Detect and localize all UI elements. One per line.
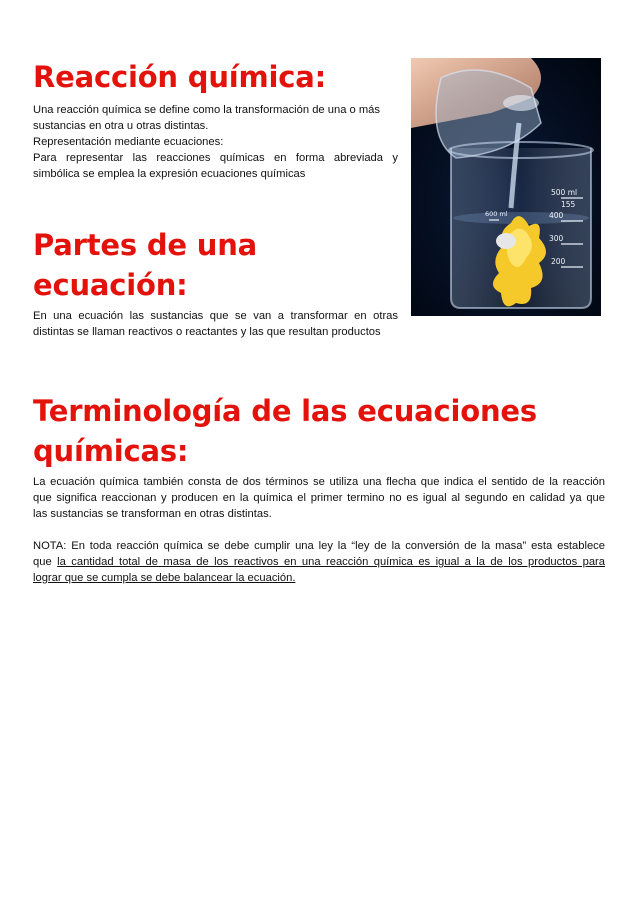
heading-terminologia-line2: químicas: [33, 434, 189, 468]
note-line [33, 570, 605, 586]
beaker-mark-500: 500 ml [551, 188, 578, 197]
note-underlined-text: lograr que se cumpla se debe balancear la ecuación. [33, 572, 296, 584]
section1-body [33, 102, 398, 182]
note-text: que [33, 556, 58, 568]
heading-partes-ecuacion-line1: Partes de una [33, 228, 258, 262]
text-line: La ecuación química también consta de dos términos se utiliza una flecha que indica el sentido de la reacción [33, 476, 605, 488]
text-line: sustancias en otra u otras distintas. [33, 120, 209, 132]
beaker-mark-300: 300 [549, 234, 564, 243]
section3-body [33, 474, 605, 586]
heading-partes-ecuacion-line2: ecuación: [33, 268, 188, 302]
blank-line [33, 522, 605, 538]
text-line: simbólica se emplea la expresión ecuaciones químicas [33, 168, 306, 180]
beaker-small-label: 600 ml [485, 210, 508, 218]
beaker-side-label: 155 [561, 200, 576, 209]
heading-reaccion-quimica: Reacción química: [33, 60, 327, 94]
beaker-mark-200: 200 [551, 257, 566, 266]
text-line: Representación mediante ecuaciones: [33, 136, 224, 148]
text-line: que significa reaccionan y producen en la química el primer termino no es igual al segundo en calidad ya que [33, 492, 605, 504]
beaker-mark-400: 400 [549, 211, 564, 220]
note-line: NOTA: En toda reacción química se debe cumplir una ley la “ley de la conversión de la masa” esta establece [33, 540, 605, 552]
text-line: En una ecuación las sustancias que se van a transformar en otras [33, 310, 398, 322]
text-line: Una reacción química se define como la transformación de una o más [33, 104, 380, 116]
heading-terminologia-line1: Terminología de las ecuaciones [33, 394, 537, 428]
text-line: las sustancias se transforman en otras distintas. [33, 508, 272, 520]
text-line: distintas se llaman reactivos o reactantes y las que resultan productos [33, 326, 381, 338]
beaker-photo [411, 58, 601, 316]
note-line [33, 554, 605, 570]
beaker-illustration [411, 58, 601, 316]
section2-body [33, 308, 398, 340]
text-line: Para representar las reacciones químicas en forma abreviada y [33, 152, 398, 164]
note-underlined-text: la cantidad total de masa de los reactivos en una reacción química es igual a la de los productos para [57, 556, 605, 568]
